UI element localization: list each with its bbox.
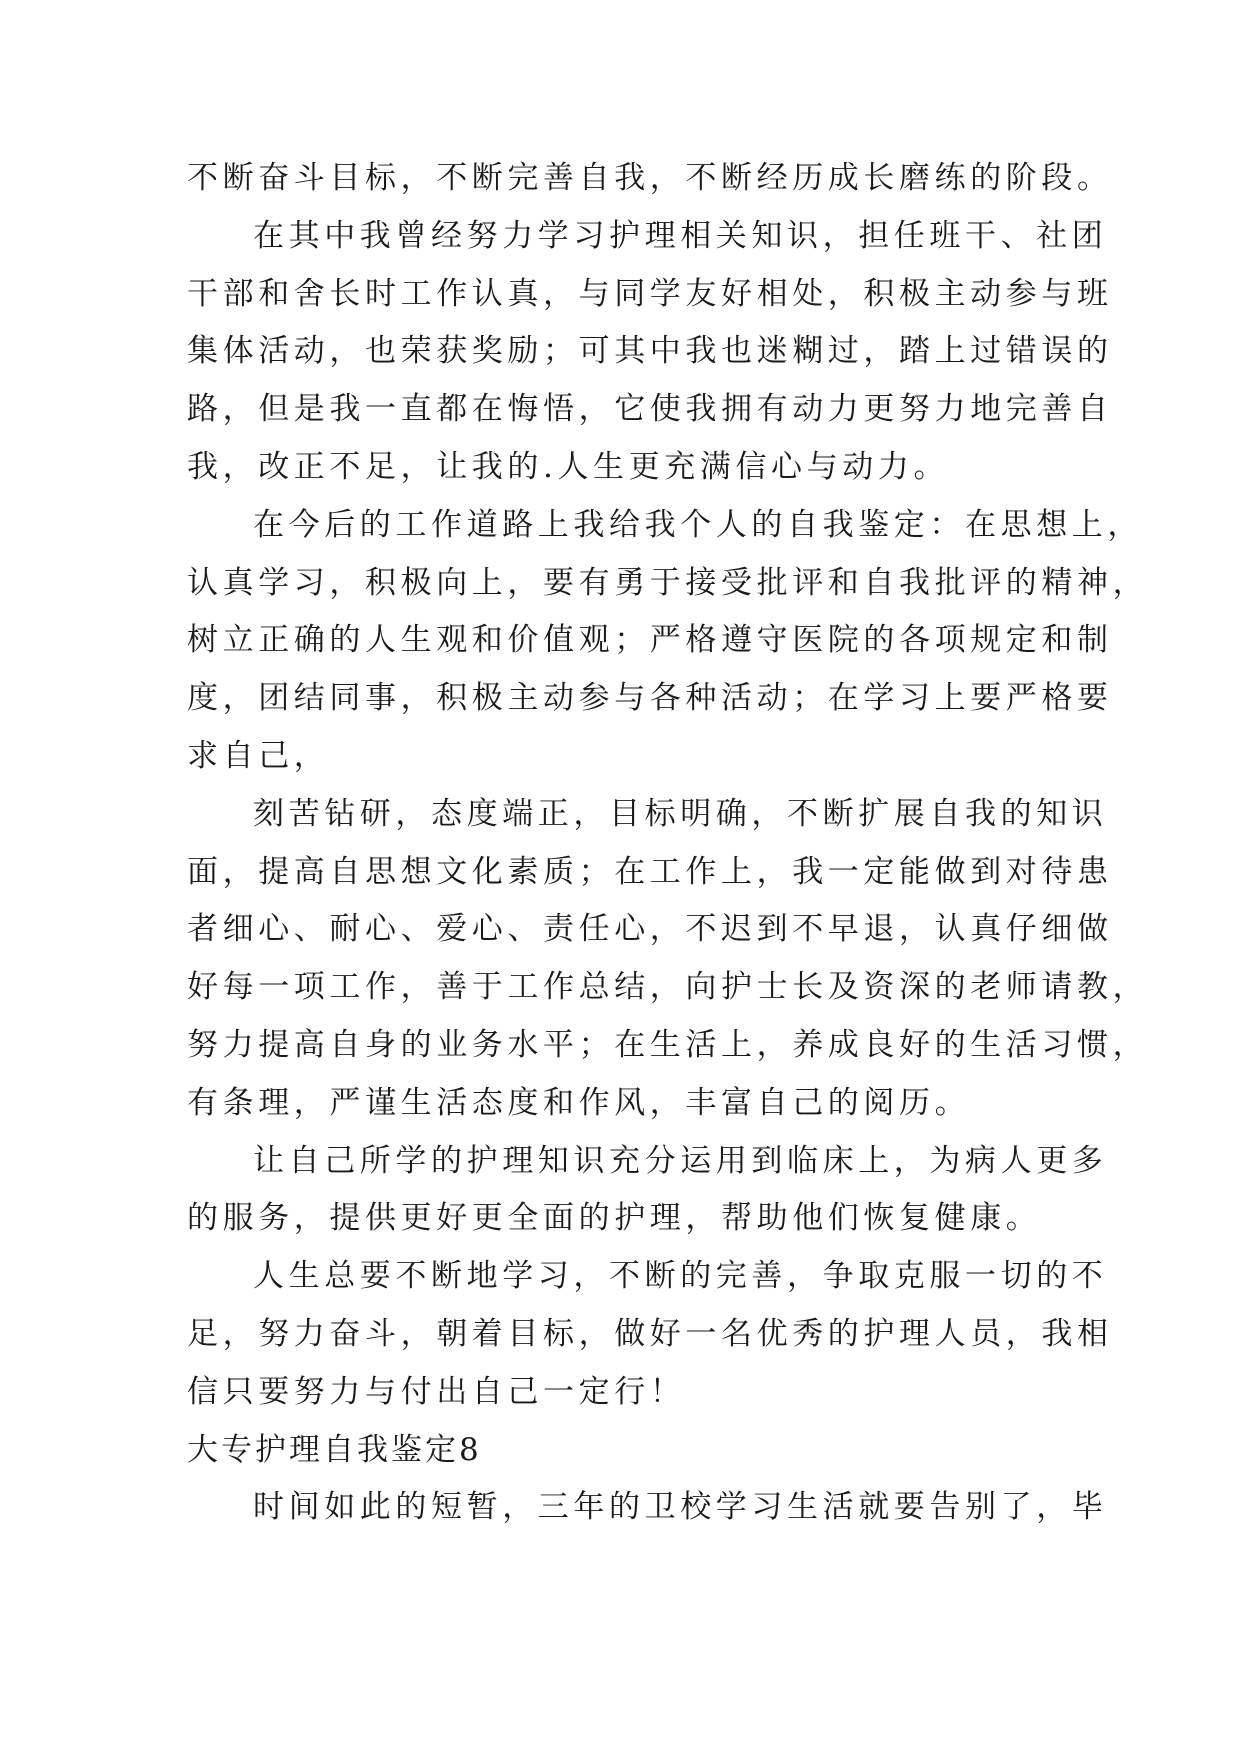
text-line: 认真学习，积极向上，要有勇于接受批评和自我批评的精神， [187, 564, 1149, 601]
text-line: 好每一项工作，善于工作总结，向护士长及资深的老师请教， [187, 969, 1149, 1006]
text-line: 度，团结同事，积极主动参与各种活动；在学习上要严格要 [187, 680, 1113, 717]
paragraph-start-line: 时间如此的短暂，三年的卫校学习生活就要告别了，毕 [253, 1489, 1108, 1526]
text-line: 我，改正不足，让我的.人生更充满信心与动力。 [187, 448, 950, 485]
text-line: 路，但是我一直都在悔悟，它使我拥有动力更努力地完善自 [187, 391, 1113, 428]
text-line: 不断奋斗目标，不断完善自我，不断经历成长磨练的阶段。 [187, 160, 1113, 196]
text-line: 的服务，提供更好更全面的护理，帮助他们恢复健康。 [187, 1200, 1042, 1237]
text-line: 集体活动，也荣获奖励；可其中我也迷糊过，踏上过错误的 [187, 333, 1113, 370]
text-line: 者细心、耐心、爱心、责任心，不迟到不早退，认真仔细做 [187, 911, 1113, 948]
text-line: 树立正确的人生观和价值观；严格遵守医院的各项规定和制 [187, 622, 1113, 659]
paragraph-start-line: 让自己所学的护理知识充分运用到临床上，为病人更多 [253, 1142, 1108, 1179]
text-line: 信只要努力与付出自己一定行！ [187, 1373, 686, 1410]
document-body [187, 150, 1149, 1537]
paragraph-start-line: 在今后的工作道路上我给我个人的自我鉴定：在思想上， [253, 506, 1143, 543]
text-line: 有条理，严谨生活态度和作风，丰富自己的阅历。 [187, 1084, 971, 1121]
text-line: 努力提高自身的业务水平；在生活上，养成良好的生活习惯， [187, 1026, 1149, 1063]
paragraph-start-line: 刻苦钻研，态度端正，目标明确，不断扩展自我的知识 [253, 795, 1108, 832]
text-line: 足，努力奋斗，朝着目标，做好一名优秀的护理人员，我相 [187, 1315, 1113, 1352]
text-line: 面，提高自思想文化素质；在工作上，我一定能做到对待患 [187, 853, 1113, 890]
text-line: 干部和舍长时工作认真，与同学友好相处，积极主动参与班 [187, 275, 1113, 312]
paragraph-start-line: 在其中我曾经努力学习护理相关知识，担任班干、社团 [253, 217, 1108, 254]
section-heading: 大专护理自我鉴定8 [187, 1431, 482, 1468]
text-line: 求自己， [187, 737, 330, 774]
paragraph-start-line: 人生总要不断地学习，不断的完善，争取克服一切的不 [253, 1258, 1108, 1295]
